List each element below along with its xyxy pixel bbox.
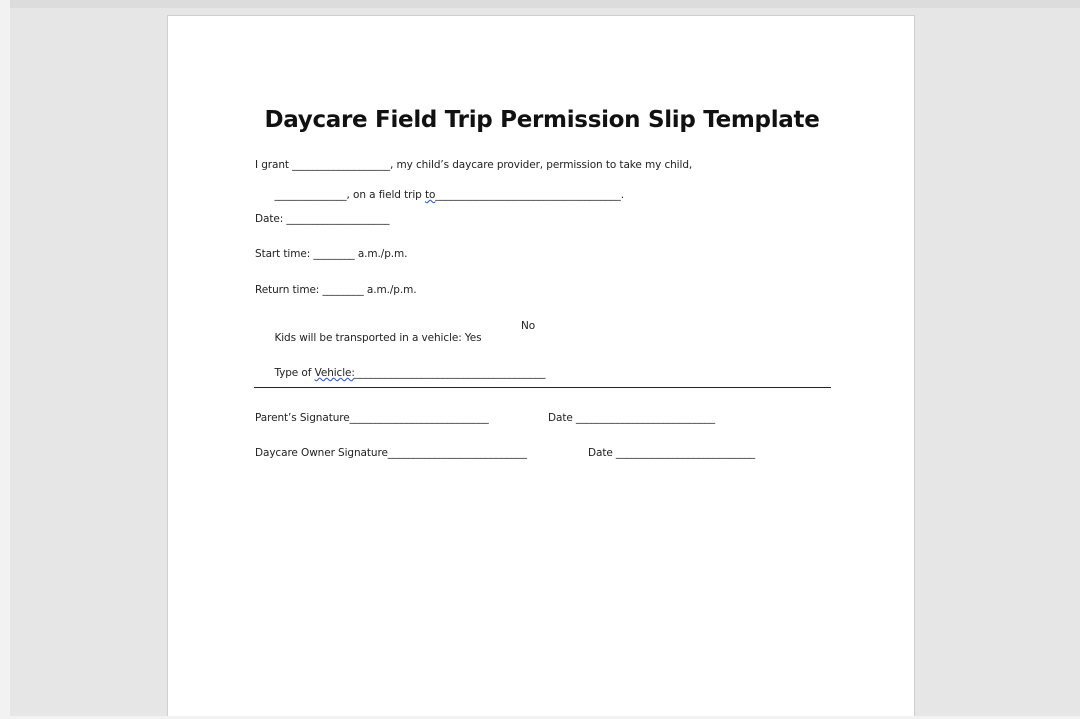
left-edge [0,0,10,719]
transport-no: No [521,320,536,332]
horizontal-rule [254,387,831,388]
document-title: Daycare Field Trip Permission Slip Template [264,107,820,133]
vehicle-line [255,355,545,391]
top-bar [0,0,1080,8]
owner-date-line: Date ___________________________ [588,447,755,459]
date-line: Date: ____________________ [255,213,390,225]
start-time-line: Start time: ________ a.m./p.m. [255,248,408,260]
grant-line-1: I grant ___________________, my child’s daycare provider, permission to take my child, [255,159,693,171]
vehicle-suffix: _____________________________________ [354,367,546,379]
parent-date-line: Date ___________________________ [548,412,715,424]
grant-line-2 [255,177,624,213]
vehicle-word: Vehicle: [314,367,355,379]
document-page[interactable] [167,15,915,719]
grant-line-2-prefix: ______________, on a field trip [274,189,425,201]
transport-label: Kids will be transported in a vehicle: Yes [274,332,482,344]
grant-line-2-to: to [424,189,436,201]
grant-line-2-suffix: ____________________________________. [435,189,624,201]
transport-line [255,320,482,356]
parent-signature-line: Parent’s Signature___________________________ [255,412,489,424]
vehicle-prefix: Type of [274,367,315,379]
owner-signature-line: Daycare Owner Signature___________________________ [255,447,527,459]
return-time-line: Return time: ________ a.m./p.m. [255,284,417,296]
